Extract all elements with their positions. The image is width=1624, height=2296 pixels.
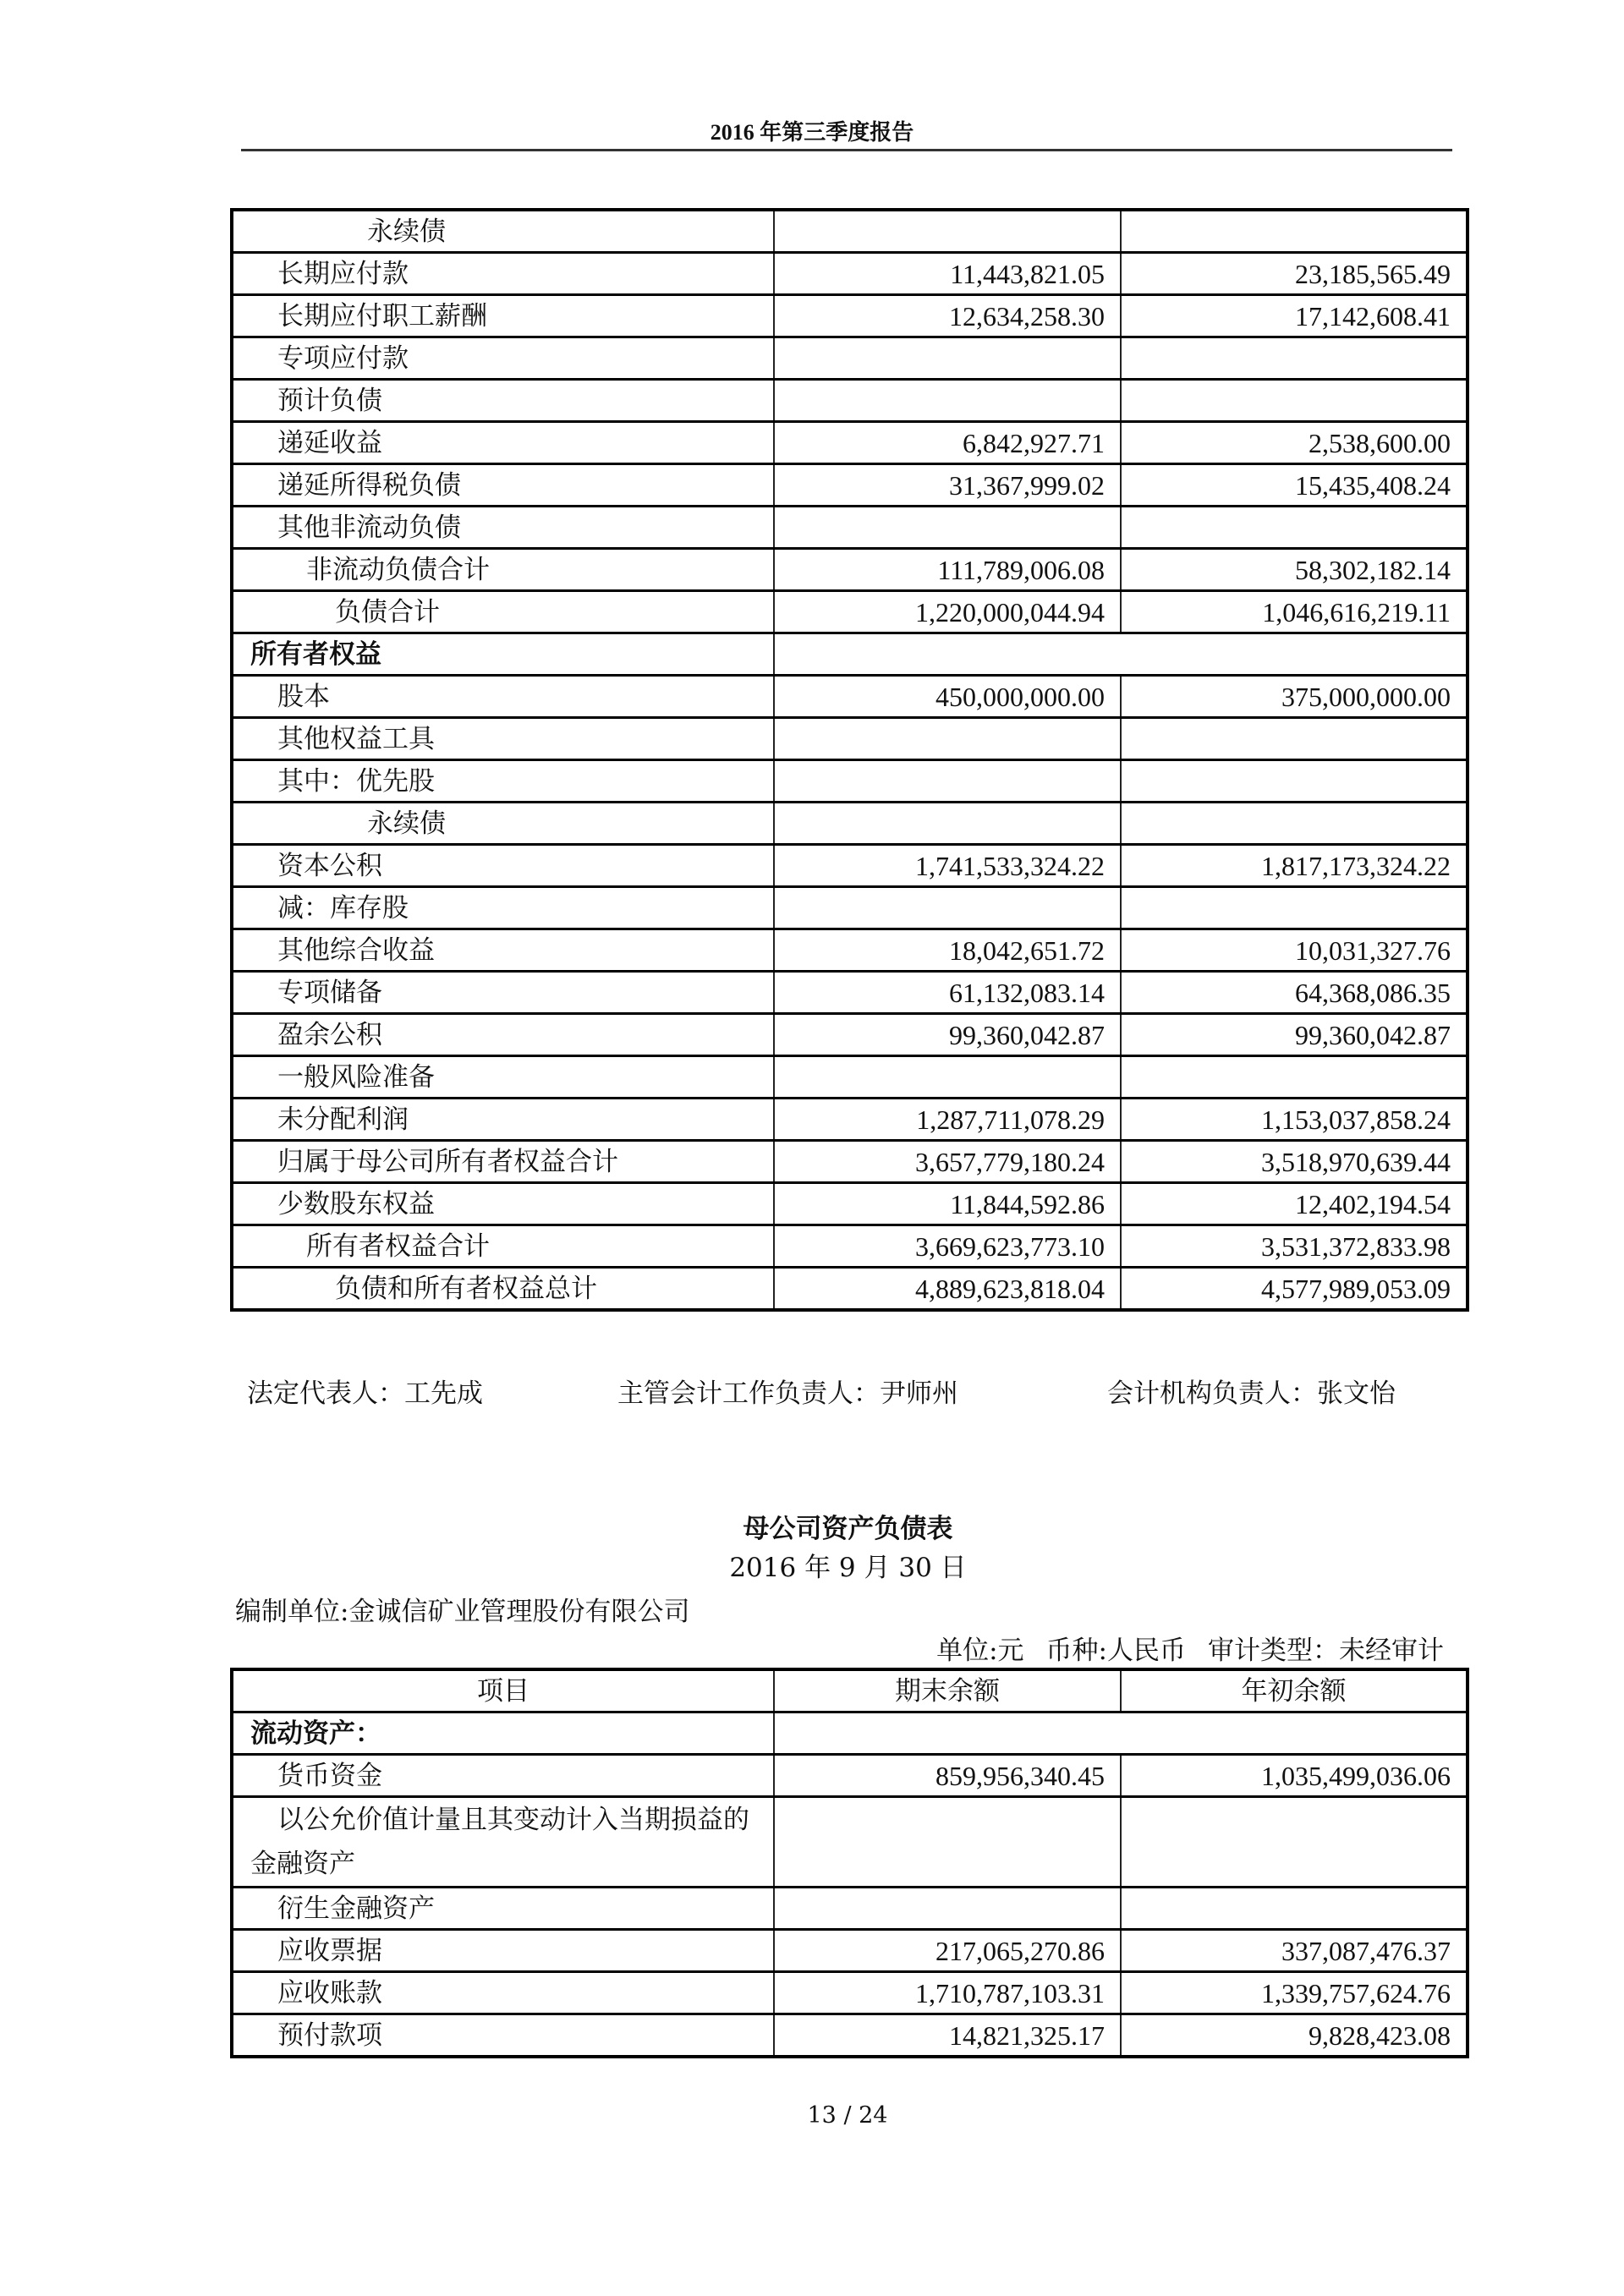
period-end-value: 11,443,821.05 xyxy=(774,253,1121,295)
table-row xyxy=(232,422,1468,464)
table-row xyxy=(232,1268,1468,1311)
period-end-value: 1,741,533,324.22 xyxy=(774,845,1121,887)
year-begin-value: 2,538,600.00 xyxy=(1121,422,1468,464)
table-row xyxy=(232,1797,1468,1888)
year-begin-value: 3,531,372,833.98 xyxy=(1121,1225,1468,1268)
period-end-value: 12,634,258.30 xyxy=(774,295,1121,337)
year-begin-value: 64,368,086.35 xyxy=(1121,972,1468,1014)
period-end-value xyxy=(774,380,1121,422)
row-label: 其中：优先股 xyxy=(232,760,774,803)
table-row xyxy=(232,1056,1468,1099)
row-label: 负债合计 xyxy=(232,591,774,633)
header-year-begin: 年初余额 xyxy=(1121,1669,1468,1712)
accounting-head: 主管会计工作负责人：尹师州 xyxy=(617,1378,958,1409)
period-end-value: 31,367,999.02 xyxy=(774,464,1121,507)
year-begin-value: 3,518,970,639.44 xyxy=(1121,1141,1468,1183)
row-label: 股本 xyxy=(232,676,774,718)
row-label: 应收账款 xyxy=(232,1972,774,2014)
table-row xyxy=(232,549,1468,591)
row-label: 长期应付款 xyxy=(232,253,774,295)
period-end-value: 99,360,042.87 xyxy=(774,1014,1121,1056)
unit-line xyxy=(936,1629,1444,1667)
period-end-value xyxy=(774,507,1121,549)
section-empty-cell xyxy=(774,1712,1468,1755)
legal-representative: 法定代表人：工先成 xyxy=(247,1378,483,1409)
year-begin-value xyxy=(1121,507,1468,549)
period-end-value: 4,889,623,818.04 xyxy=(774,1268,1121,1311)
row-label: 少数股东权益 xyxy=(232,1183,774,1225)
row-label: 非流动负债合计 xyxy=(232,549,774,591)
section-empty-cell xyxy=(774,633,1468,676)
year-begin-value: 17,142,608.41 xyxy=(1121,295,1468,337)
row-label: 长期应付职工薪酬 xyxy=(232,295,774,337)
section-label: 流动资产： xyxy=(232,1712,774,1755)
year-begin-value: 99,360,042.87 xyxy=(1121,1014,1468,1056)
row-label: 归属于母公司所有者权益合计 xyxy=(232,1141,774,1183)
preparing-entity: 编制单位:金诚信矿业管理股份有限公司 xyxy=(235,1597,690,1627)
period-end-value: 1,220,000,044.94 xyxy=(774,591,1121,633)
row-label: 专项储备 xyxy=(232,972,774,1014)
year-begin-value xyxy=(1121,337,1468,380)
row-label: 其他综合收益 xyxy=(232,929,774,972)
table-row xyxy=(232,1014,1468,1056)
table-row xyxy=(232,1099,1468,1141)
year-begin-value: 1,339,757,624.76 xyxy=(1121,1972,1468,2014)
year-begin-value xyxy=(1121,380,1468,422)
row-label: 其他权益工具 xyxy=(232,718,774,760)
row-label: 永续债 xyxy=(232,210,774,253)
table-row xyxy=(232,676,1468,718)
period-end-value xyxy=(774,887,1121,929)
row-label: 资本公积 xyxy=(232,845,774,887)
year-begin-value: 1,153,037,858.24 xyxy=(1121,1099,1468,1141)
page-number: 13 / 24 xyxy=(807,2102,888,2129)
period-end-value xyxy=(774,718,1121,760)
year-begin-value xyxy=(1121,210,1468,253)
table-row xyxy=(232,591,1468,633)
table-row xyxy=(232,1755,1468,1797)
header-item: 项目 xyxy=(232,1669,774,1712)
table-row xyxy=(232,464,1468,507)
table-row xyxy=(232,845,1468,887)
row-label: 其他非流动负债 xyxy=(232,507,774,549)
parent-balance-sheet-title: 母公司资产负债表 xyxy=(743,1514,953,1544)
year-begin-value xyxy=(1121,1797,1468,1888)
row-label: 应收票据 xyxy=(232,1930,774,1972)
year-begin-value: 15,435,408.24 xyxy=(1121,464,1468,507)
row-label: 负债和所有者权益总计 xyxy=(232,1268,774,1311)
row-label: 减：库存股 xyxy=(232,887,774,929)
table-row xyxy=(232,1183,1468,1225)
period-end-value: 3,669,623,773.10 xyxy=(774,1225,1121,1268)
consolidated-balance-sheet-continued xyxy=(230,208,1469,1312)
table-row xyxy=(232,1225,1468,1268)
row-label: 递延所得税负债 xyxy=(232,464,774,507)
period-end-value: 111,789,006.08 xyxy=(774,549,1121,591)
year-begin-value: 1,817,173,324.22 xyxy=(1121,845,1468,887)
row-label: 一般风险准备 xyxy=(232,1056,774,1099)
table-row xyxy=(232,295,1468,337)
period-end-value: 3,657,779,180.24 xyxy=(774,1141,1121,1183)
table-row xyxy=(232,253,1468,295)
year-begin-value: 10,031,327.76 xyxy=(1121,929,1468,972)
period-end-value: 1,710,787,103.31 xyxy=(774,1972,1121,2014)
year-begin-value xyxy=(1121,887,1468,929)
parent-balance-sheet-table xyxy=(230,1668,1469,2058)
parent-balance-sheet-date: 2016 年 9 月 30 日 xyxy=(729,1553,967,1583)
year-begin-value: 375,000,000.00 xyxy=(1121,676,1468,718)
row-label: 所有者权益合计 xyxy=(232,1225,774,1268)
year-begin-value xyxy=(1121,718,1468,760)
table-row xyxy=(232,337,1468,380)
header-rule xyxy=(241,149,1452,151)
period-end-value: 6,842,927.71 xyxy=(774,422,1121,464)
table-row xyxy=(232,507,1468,549)
period-end-value: 18,042,651.72 xyxy=(774,929,1121,972)
table-row xyxy=(232,718,1468,760)
row-label: 以公允价值计量且其变动计入当期损益的金融资产 xyxy=(232,1797,774,1888)
header-period-end: 期末余额 xyxy=(774,1669,1121,1712)
year-begin-value: 1,046,616,219.11 xyxy=(1121,591,1468,633)
row-label: 衍生金融资产 xyxy=(232,1888,774,1930)
period-end-value xyxy=(774,210,1121,253)
period-end-value: 61,132,083.14 xyxy=(774,972,1121,1014)
period-end-value xyxy=(774,803,1121,845)
table-row xyxy=(232,1888,1468,1930)
table-row xyxy=(232,972,1468,1014)
year-begin-value: 337,087,476.37 xyxy=(1121,1930,1468,1972)
row-label: 预付款项 xyxy=(232,2014,774,2058)
table-row xyxy=(232,929,1468,972)
accounting-dept-head: 会计机构负责人：张文怡 xyxy=(1107,1378,1396,1409)
period-end-value xyxy=(774,1056,1121,1099)
table-row xyxy=(232,2014,1468,2058)
table-row xyxy=(232,380,1468,422)
period-end-value xyxy=(774,1888,1121,1930)
period-end-value: 14,821,325.17 xyxy=(774,2014,1121,2058)
unit-label: 单位:元 xyxy=(936,1636,1024,1666)
period-end-value: 1,287,711,078.29 xyxy=(774,1099,1121,1141)
table-row xyxy=(232,210,1468,253)
period-end-value xyxy=(774,337,1121,380)
table-row xyxy=(232,887,1468,929)
year-begin-value: 58,302,182.14 xyxy=(1121,549,1468,591)
year-begin-value: 1,035,499,036.06 xyxy=(1121,1755,1468,1797)
period-end-value: 11,844,592.86 xyxy=(774,1183,1121,1225)
report-header-title: 2016 年第三季度报告 xyxy=(710,120,914,145)
period-end-value: 859,956,340.45 xyxy=(774,1755,1121,1797)
year-begin-value: 23,185,565.49 xyxy=(1121,253,1468,295)
row-label: 专项应付款 xyxy=(232,337,774,380)
period-end-value xyxy=(774,1797,1121,1888)
year-begin-value: 12,402,194.54 xyxy=(1121,1183,1468,1225)
year-begin-value: 4,577,989,053.09 xyxy=(1121,1268,1468,1311)
table-row xyxy=(232,803,1468,845)
row-label: 永续债 xyxy=(232,803,774,845)
table-header-row xyxy=(232,1669,1468,1712)
table-row xyxy=(232,760,1468,803)
table-row xyxy=(232,1141,1468,1183)
year-begin-value: 9,828,423.08 xyxy=(1121,2014,1468,2058)
audit-type-label: 审计类型：未经审计 xyxy=(1208,1636,1444,1666)
row-label: 递延收益 xyxy=(232,422,774,464)
period-end-value: 217,065,270.86 xyxy=(774,1930,1121,1972)
row-label: 盈余公积 xyxy=(232,1014,774,1056)
period-end-value: 450,000,000.00 xyxy=(774,676,1121,718)
year-begin-value xyxy=(1121,1888,1468,1930)
row-label: 预计负债 xyxy=(232,380,774,422)
year-begin-value xyxy=(1121,760,1468,803)
row-label: 未分配利润 xyxy=(232,1099,774,1141)
period-end-value xyxy=(774,760,1121,803)
table-row xyxy=(232,1930,1468,1972)
table-row xyxy=(232,1972,1468,2014)
currency-label: 币种:人民币 xyxy=(1045,1636,1186,1666)
year-begin-value xyxy=(1121,803,1468,845)
section-row xyxy=(232,1712,1468,1755)
section-row xyxy=(232,633,1468,676)
row-label: 货币资金 xyxy=(232,1755,774,1797)
year-begin-value xyxy=(1121,1056,1468,1099)
section-label: 所有者权益 xyxy=(232,633,774,676)
